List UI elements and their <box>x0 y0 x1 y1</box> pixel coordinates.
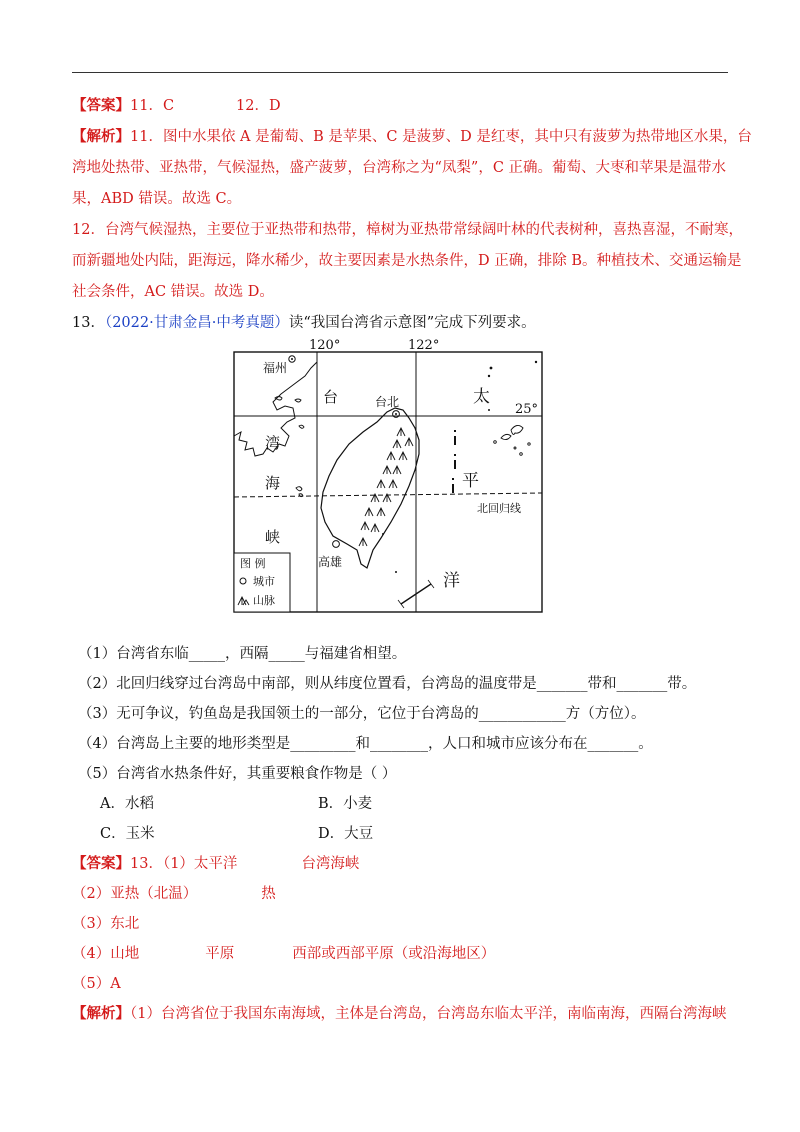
label-ocean-3: 洋 <box>443 571 460 591</box>
label-strait-3: 海 <box>265 474 281 492</box>
answer-tag: 【答案】 <box>72 855 130 872</box>
city-marker-gaoxiong <box>333 541 340 548</box>
penghu-islands <box>296 487 303 497</box>
answer-13-line5: （5）A <box>72 976 121 992</box>
label-gaoxiong: 高雄 <box>318 555 343 569</box>
coastal-island <box>299 425 304 428</box>
subquestion-4: （4）台湾岛上主要的地形类型是_________和________，人口和城市应该分布在_______。 <box>78 736 653 752</box>
legend-mountain-label: 山脉 <box>253 594 275 607</box>
legend-city-label: 城市 <box>253 575 275 588</box>
label-lon-122: 122° <box>408 338 440 353</box>
subquestion-3: （3）无可争议，钓鱼岛是我国领土的一部分，它位于台湾岛的____________方（方位）。 <box>78 706 646 722</box>
subquestion-2: （2）北回归线穿过台湾岛中南部，则从纬度位置看，台湾岛的温度带是_______带和_______带。 <box>78 676 697 692</box>
islet <box>382 533 384 535</box>
label-ocean-2: 平 <box>462 471 479 491</box>
islet <box>395 571 397 573</box>
option-d: D．大豆 <box>318 826 374 842</box>
analysis-12-line2: 而新疆地处内陆，距海远，降水稀少，故主要因素是水热条件，D 正确，排除 B。种植技术、交通运输是 <box>72 253 742 269</box>
legend-title: 图 例 <box>240 557 266 570</box>
label-ocean-1: 太 <box>473 387 490 407</box>
ryukyu-islands <box>494 425 530 455</box>
label-strait-1: 台 <box>323 388 339 406</box>
label-strait-4: 峡 <box>265 528 281 546</box>
answer-13-line1: 【答案】13．（1）太平洋 台湾海峡 <box>72 855 360 872</box>
label-fuzhou: 福州 <box>263 361 288 375</box>
question-source: （2022·甘肃金昌·中考真题） <box>104 315 289 331</box>
question-prompt: 读“我国台湾省示意图”完成下列要求。 <box>288 315 536 331</box>
answer-11: 11．C <box>130 98 175 114</box>
question-13-header <box>72 313 536 333</box>
header-rule <box>72 72 728 73</box>
answer-13-line2: （2）亚热（北温） 热 <box>72 886 276 902</box>
analysis-tag: 【解析】 <box>72 128 130 145</box>
coastal-island <box>295 399 301 402</box>
option-b: B．小麦 <box>318 796 373 812</box>
central-mountain-range <box>359 428 413 546</box>
subquestion-1: （1）台湾省东临_____，西隔_____与福建省相望。 <box>78 646 407 662</box>
label-strait-2: 湾 <box>265 434 281 452</box>
answer-11-12 <box>72 96 281 116</box>
label-lon-120: 120° <box>309 338 341 353</box>
question-number: 13． <box>72 315 105 331</box>
answer-13-line3: （3）东北 <box>72 916 140 932</box>
answer-13-line4: （4）山地 平原 西部或西部平原（或沿海地区） <box>72 946 496 962</box>
subquestion-5: （5）台湾省水热条件好，其重要粮食作物是（ ） <box>78 766 397 782</box>
analysis-12-line3: 社会条件，AC 错误。故选 D。 <box>72 284 274 300</box>
analysis-11-line1: 【解析】11．图中水果依 A 是葡萄、B 是苹果、C 是菠萝、D 是红枣，其中只有菠萝为热带地区水果，台 <box>72 128 752 145</box>
taiwan-map <box>233 336 545 614</box>
analysis-12-line1: 12．台湾气候湿热，主要位于亚热带和热带，樟树为亚热带常绿阔叶林的代表树种，喜热喜湿，不耐寒， <box>72 222 743 238</box>
analysis-tag: 【解析】 <box>72 1005 130 1022</box>
diaoyu-islands <box>452 430 456 493</box>
taiwan-island <box>321 408 419 568</box>
option-c: C．玉米 <box>100 826 155 842</box>
label-taibei: 台北 <box>375 395 400 409</box>
analysis-11-line2: 湾地处热带、亚热带，气候湿热，盛产菠萝，台湾称之为“凤梨”，C 正确。葡萄、大枣和苹果是温带水 <box>72 160 727 176</box>
option-a: A．水稻 <box>100 796 154 812</box>
answer-tag: 【答案】 <box>72 97 130 114</box>
label-lat-25: 25° <box>515 402 539 417</box>
answer-12: 12．D <box>236 98 281 114</box>
label-tropic: 北回归线 <box>477 502 521 515</box>
analysis-11-line3: 果，ABD 错误。故选 C。 <box>72 191 242 207</box>
analysis-13-line1: 【解析】（1）台湾省位于我国东南海域，主体是台湾岛，台湾岛东临太平洋，南临南海，西隔台湾海峡 <box>72 1005 727 1022</box>
